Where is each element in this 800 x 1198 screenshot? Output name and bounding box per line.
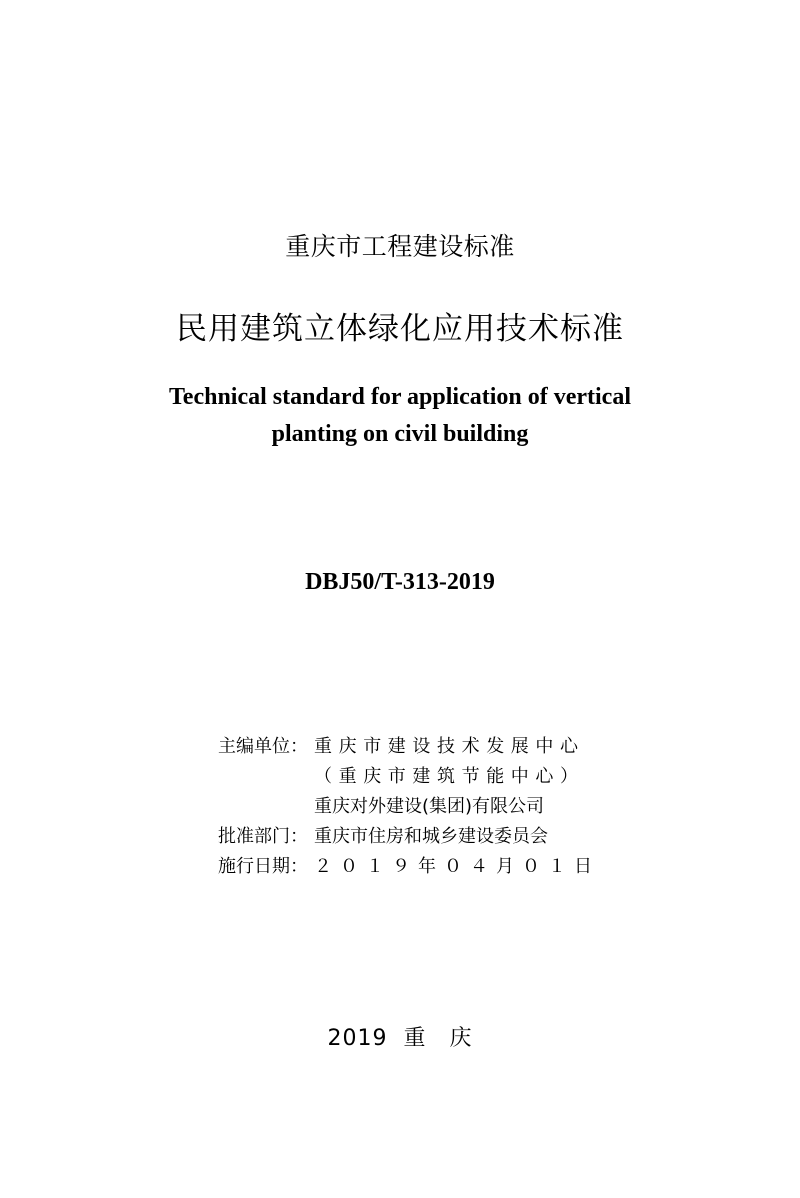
- footer-year: 2019: [327, 1026, 388, 1051]
- editor-label: 主编单位：: [218, 736, 308, 757]
- publication-footer: [0, 1024, 800, 1054]
- editor-line-3: 重庆对外建设(集团)有限公司: [314, 796, 545, 817]
- document-title-en-line2: planting on civil building: [271, 421, 529, 447]
- approver-label: 批准部门：: [218, 826, 308, 847]
- editor-line-2: （重庆市建筑节能中心）: [314, 766, 585, 787]
- editor-row-2: [218, 762, 600, 792]
- publication-info: [218, 732, 600, 882]
- editor-row: [218, 732, 600, 762]
- effective-date-row: [218, 852, 600, 882]
- effective-date-value: ２０１９年０４月０１日: [314, 856, 600, 877]
- editor-row-3: [218, 792, 600, 822]
- editor-line-1: 重庆市建设技术发展中心: [314, 736, 585, 757]
- standard-code: DBJ50/T-313-2019: [305, 569, 495, 595]
- document-title-en-line1: Technical standard for application of vertical: [169, 384, 631, 410]
- document-title-cn: 民用建筑立体绿化应用技术标准: [176, 311, 624, 347]
- effective-date-label: 施行日期：: [218, 856, 308, 877]
- footer-city: 重 庆: [403, 1026, 473, 1051]
- approver-value: 重庆市住房和城乡建设委员会: [314, 826, 548, 847]
- standard-series-title: 重庆市工程建设标准: [285, 232, 515, 261]
- approver-row: [218, 822, 600, 852]
